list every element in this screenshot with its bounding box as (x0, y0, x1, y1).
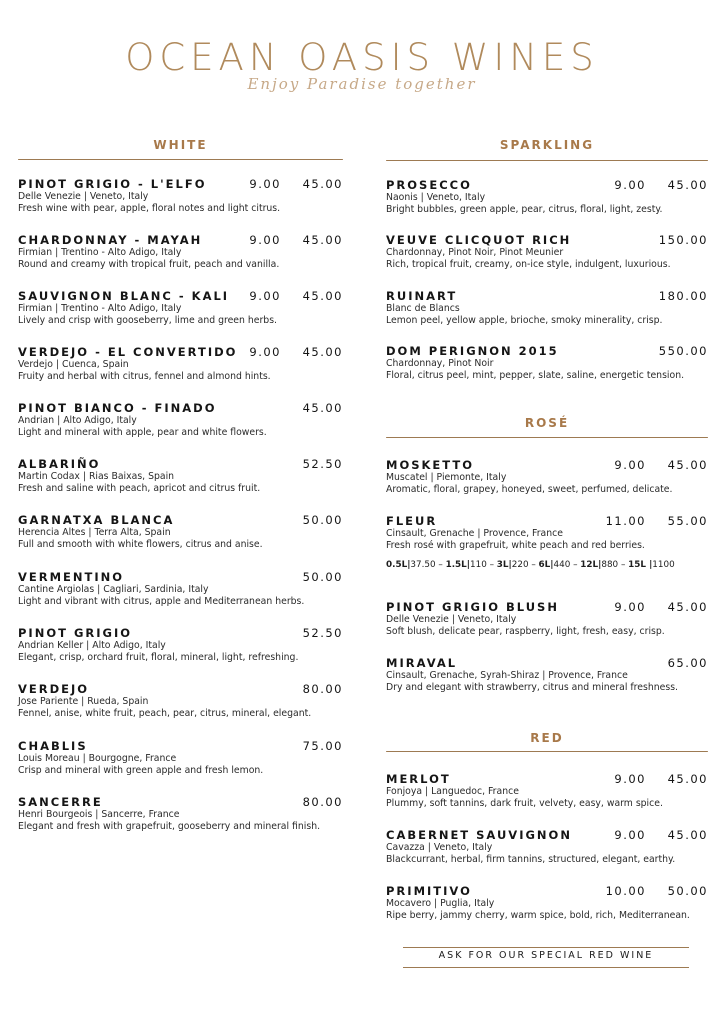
wine-notes: Full and smooth with white flowers, citrus and anise. (18, 538, 263, 550)
wine-name: CABERNET SAUVIGNON (386, 828, 572, 842)
wine-notes: Rich, tropical fruit, creamy, on-ice style, indulgent, luxurious. (386, 258, 671, 270)
wine-item (18, 682, 343, 719)
wine-item (386, 289, 708, 326)
bottle-price: 45.00 (667, 178, 708, 192)
bottle-price: 550.00 (658, 344, 708, 358)
wine-notes: Lively and crisp with gooseberry, lime and green herbs. (18, 314, 278, 326)
wine-name: DOM PERIGNON 2015 (386, 344, 559, 358)
glass-price: 9.00 (249, 345, 281, 359)
wine-item (18, 739, 343, 776)
wine-notes: Blackcurrant, herbal, firm tannins, structured, elegant, earthy. (386, 853, 676, 865)
wine-name: VEUVE CLICQUOT RICH (386, 233, 572, 247)
bottle-price: 45.00 (302, 345, 343, 359)
wine-notes: Fresh and saline with peach, apricot and citrus fruit. (18, 482, 261, 494)
wine-item (386, 344, 708, 381)
glass-price: 9.00 (249, 233, 281, 247)
size-label: 1.5L| (445, 560, 470, 570)
wine-notes: Fresh wine with pear, apple, floral notes and light citrus. (18, 202, 281, 214)
rose-divider (386, 437, 708, 438)
wine-item (386, 514, 708, 551)
special-red-wine-note: ASK FOR OUR SPECIAL RED WINE (438, 950, 654, 961)
bottle-price: 45.00 (667, 458, 708, 472)
special-top-rule (403, 947, 689, 948)
wine-notes: Fruity and herbal with citrus, fennel and almond hints. (18, 370, 271, 382)
bottle-price: 45.00 (302, 177, 343, 191)
wine-item (18, 177, 343, 214)
bottle-price: 50.00 (302, 570, 343, 584)
bottle-price: 52.50 (302, 626, 343, 640)
rose-heading: ROSÉ (524, 416, 570, 430)
wine-origin: Firmian | Trentino - Alto Adigo, Italy (18, 303, 182, 314)
wine-item (386, 828, 708, 865)
wine-notes: Plummy, soft tannins, dark fruit, velvety, easy, warm spice. (386, 797, 663, 809)
wine-origin: Jose Pariente | Rueda, Spain (18, 696, 149, 707)
wine-name: PRIMITIVO (386, 884, 472, 898)
bottle-price: 45.00 (302, 401, 343, 415)
bottle-price: 80.00 (302, 795, 343, 809)
white-heading: WHITE (153, 138, 208, 152)
wine-origin: Blanc de Blancs (386, 303, 460, 314)
size-price: 440 (553, 560, 571, 570)
wine-notes: Lemon peel, yellow apple, brioche, smoky minerality, crisp. (386, 314, 663, 326)
glass-price: 10.00 (605, 884, 646, 898)
wine-item (18, 345, 343, 382)
wine-origin: Fonjoya | Languedoc, France (386, 786, 519, 797)
glass-price: 9.00 (249, 289, 281, 303)
wine-item (386, 884, 708, 921)
wine-notes: Floral, citrus peel, mint, pepper, slate, saline, energetic tension. (386, 369, 685, 381)
bottle-price: 55.00 (667, 514, 708, 528)
wine-notes: Fennel, anise, white fruit, peach, pear, citrus, mineral, elegant. (18, 707, 312, 719)
wine-name: PINOT GRIGIO (18, 626, 133, 640)
wine-notes: Bright bubbles, green apple, pear, citrus, floral, light, zesty. (386, 203, 663, 215)
tagline: Enjoy Paradise together (247, 75, 477, 93)
wine-origin: Delle Venezie | Veneto, Italy (18, 191, 149, 202)
bottle-price: 65.00 (667, 656, 708, 670)
wine-origin: Andrian Keller | Alto Adigo, Italy (18, 640, 166, 651)
wine-notes: Soft blush, delicate pear, raspberry, light, fresh, easy, crisp. (386, 625, 665, 637)
red-heading: RED (530, 731, 564, 745)
wine-origin: Firmian | Trentino - Alto Adigo, Italy (18, 247, 182, 258)
wine-origin: Verdejo | Cuenca, Spain (18, 359, 129, 370)
bottle-price: 45.00 (667, 600, 708, 614)
wine-origin: Muscatel | Piemonte, Italy (386, 472, 507, 483)
wine-origin: Henri Bourgeois | Sancerre, France (18, 809, 180, 820)
wine-origin: Chardonnay, Pinot Noir, Pinot Meunier (386, 247, 564, 258)
wine-name: CHABLIS (18, 739, 88, 753)
wine-notes: Elegant, crisp, orchard fruit, floral, mineral, light, refreshing. (18, 651, 299, 663)
sparkling-heading: SPARKLING (499, 138, 595, 152)
wine-name: MIRAVAL (386, 656, 458, 670)
glass-price: 9.00 (614, 458, 646, 472)
wine-origin: Andrian | Alto Adigo, Italy (18, 415, 137, 426)
bottle-price: 180.00 (658, 289, 708, 303)
wine-origin: Chardonnay, Pinot Noir (386, 358, 494, 369)
wine-origin: Louis Moreau | Bourgogne, France (18, 753, 177, 764)
wine-item (386, 600, 708, 637)
wine-name: SANCERRE (18, 795, 103, 809)
wine-notes: Dry and elegant with strawberry, citrus and mineral freshness. (386, 681, 679, 693)
wine-name: PINOT BIANCO - FINADO (18, 401, 217, 415)
wine-item (18, 289, 343, 326)
wine-notes: Aromatic, floral, grapey, honeyed, sweet, perfumed, delicate. (386, 483, 673, 495)
bottle-price: 80.00 (302, 682, 343, 696)
wine-name: VERDEJO - EL CONVERTIDO (18, 345, 238, 359)
size-label: 12L| (580, 560, 602, 570)
bottle-price: 45.00 (667, 828, 708, 842)
wine-origin: Cinsault, Grenache, Syrah-Shiraz | Provence, France (386, 670, 628, 681)
glass-price: 9.00 (614, 828, 646, 842)
wine-item (386, 656, 708, 693)
wine-notes: Fresh rosé with grapefruit, white peach and red berries. (386, 539, 645, 551)
wine-item (18, 233, 343, 270)
wine-name: ALBARIÑO (18, 457, 101, 471)
wine-origin: Cantine Argiolas | Cagliari, Sardinia, Italy (18, 584, 209, 595)
size-label: 3L| (496, 560, 512, 570)
bottle-price: 52.50 (302, 457, 343, 471)
menu-title: OCEAN OASIS WINES (125, 36, 599, 79)
wine-origin: Cinsault, Grenache | Provence, France (386, 528, 563, 539)
wine-name: GARNATXA BLANCA (18, 513, 175, 527)
wine-name: PINOT GRIGIO - L'ELFO (18, 177, 207, 191)
wine-item (386, 772, 708, 809)
wine-name: PROSECCO (386, 178, 472, 192)
size-price: 880 (601, 560, 619, 570)
wine-item (386, 178, 708, 215)
bottle-price: 50.00 (667, 884, 708, 898)
wine-item (18, 513, 343, 550)
wine-name: MOSKETTO (386, 458, 474, 472)
size-price: 220 (511, 560, 529, 570)
glass-price: 9.00 (614, 178, 646, 192)
size-price: 110 (470, 560, 487, 570)
bottle-sizes-row: 0.5L|37.50 – 1.5L|110 – 3L|220 – 6L|440 – 12L|880 – 15L |1100 (386, 560, 675, 570)
wine-origin: Martin Codax | Rias Baixas, Spain (18, 471, 175, 482)
wine-item (18, 795, 343, 832)
wine-notes: Light and vibrant with citrus, apple and Mediterranean herbs. (18, 595, 305, 607)
wine-item (386, 458, 708, 495)
glass-price: 11.00 (605, 514, 646, 528)
wine-item (18, 401, 343, 438)
wine-origin: Cavazza | Veneto, Italy (386, 842, 493, 853)
bottle-price: 150.00 (658, 233, 708, 247)
size-label: 15L | (628, 560, 653, 570)
wine-origin: Mocavero | Puglia, Italy (386, 898, 495, 909)
glass-price: 9.00 (614, 600, 646, 614)
wine-item (386, 233, 708, 270)
bottle-price: 45.00 (667, 772, 708, 786)
wine-notes: Elegant and fresh with grapefruit, gooseberry and mineral finish. (18, 820, 321, 832)
red-divider (386, 751, 708, 752)
wine-name: VERMENTINO (18, 570, 125, 584)
sparkling-divider (386, 160, 708, 161)
size-price: 1100 (652, 560, 675, 570)
bottle-price: 45.00 (302, 233, 343, 247)
wine-item (18, 570, 343, 607)
size-label: 0.5L| (386, 560, 411, 570)
wine-name: SAUVIGNON BLANC - KALI (18, 289, 230, 303)
wine-item (18, 457, 343, 494)
wine-name: VERDEJO (18, 682, 90, 696)
white-divider (18, 159, 343, 160)
wine-notes: Light and mineral with apple, pear and white flowers. (18, 426, 267, 438)
wine-item (18, 626, 343, 663)
wine-origin: Herencia Altes | Terra Alta, Spain (18, 527, 171, 538)
bottle-price: 50.00 (302, 513, 343, 527)
size-label: 6L| (538, 560, 554, 570)
bottle-price: 75.00 (302, 739, 343, 753)
glass-price: 9.00 (249, 177, 281, 191)
wine-origin: Delle Venezie | Veneto, Italy (386, 614, 517, 625)
wine-name: MERLOT (386, 772, 451, 786)
size-price: 37.50 (410, 560, 436, 570)
special-bottom-rule (403, 967, 689, 968)
wine-name: CHARDONNAY - MAYAH (18, 233, 203, 247)
wine-name: FLEUR (386, 514, 438, 528)
wine-notes: Crisp and mineral with green apple and fresh lemon. (18, 764, 264, 776)
wine-notes: Round and creamy with tropical fruit, peach and vanilla. (18, 258, 280, 270)
glass-price: 9.00 (614, 772, 646, 786)
wine-origin: Naonis | Veneto, Italy (386, 192, 486, 203)
wine-notes: Ripe berry, jammy cherry, warm spice, bold, rich, Mediterranean. (386, 909, 690, 921)
wine-name: PINOT GRIGIO BLUSH (386, 600, 559, 614)
wine-name: RUINART (386, 289, 458, 303)
bottle-price: 45.00 (302, 289, 343, 303)
